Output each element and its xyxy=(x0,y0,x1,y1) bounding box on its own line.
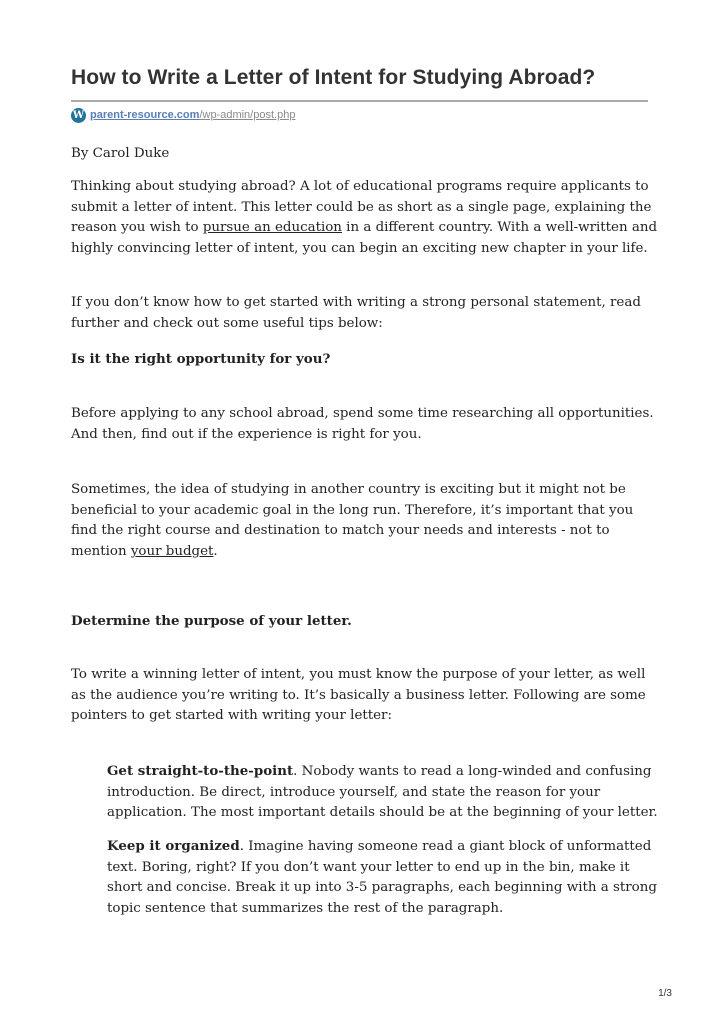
source-url[interactable] xyxy=(71,107,295,123)
byline: By Carol Duke xyxy=(71,146,170,161)
title-divider xyxy=(71,100,648,102)
tip-straight-to-the-point: Get straight-to-the-point. Nobody wants to read a long-winded and confusing introduction. Be direct, introduce yourself, and state the reason for your application. The most important details should be at the beginning of your letter. xyxy=(107,763,658,821)
pursue-education-link[interactable]: pursue an education xyxy=(202,220,342,236)
paragraph-research: Before applying to any school abroad, spend some time researching all opportunities. And then, find out if the experience is right for you. xyxy=(71,406,654,442)
paragraph-get-started: If you don’t know how to get started with writing a strong personal statement, read further and check out some useful tips below: xyxy=(71,295,641,331)
section-heading-opportunity: Is it the right opportunity for you? xyxy=(71,351,331,367)
tip-keep-organized: Keep it organized. Imagine having someone read a giant block of unformatted text. Boring, right? If you don’t want your letter to end up in the bin, make it short and concise. Break it up into 3-5 paragraphs, each beginning with a strong topic sentence that summarizes the rest of the paragraph. xyxy=(107,838,657,917)
paragraph-intro: Thinking about studying abroad? A lot of educational programs require applicants to submit a letter of intent. This letter could be as short as a single page, explaining the reason you wish to pursue an education in a different country. With a well-written and highly convincing letter of intent, you can begin an exciting new chapter in your life. xyxy=(71,179,658,257)
source-path-link[interactable]: /wp-admin/post.php xyxy=(199,109,296,121)
wordpress-icon: W xyxy=(72,109,85,121)
source-domain-link[interactable]: parent-resource.com xyxy=(90,109,200,121)
paragraph-studying-abroad: Sometimes, the idea of studying in another country is exciting but it might not be beneficial to your academic goal in the long run. Therefore, it’s important that you find the right course and destination to match your needs and interests - not to mention your budget. xyxy=(71,482,634,560)
paragraph-purpose: To write a winning letter of intent, you must know the purpose of your letter, as well as the audience you’re writing to. It’s basically a business letter. Following are some pointers to get started with writing your letter: xyxy=(71,667,646,724)
your-budget-link[interactable]: your budget xyxy=(130,544,214,560)
page-title: How to Write a Letter of Intent for Studying Abroad? xyxy=(71,66,596,89)
page-number: 1/3 xyxy=(658,988,672,999)
section-heading-purpose: Determine the purpose of your letter. xyxy=(71,613,352,629)
